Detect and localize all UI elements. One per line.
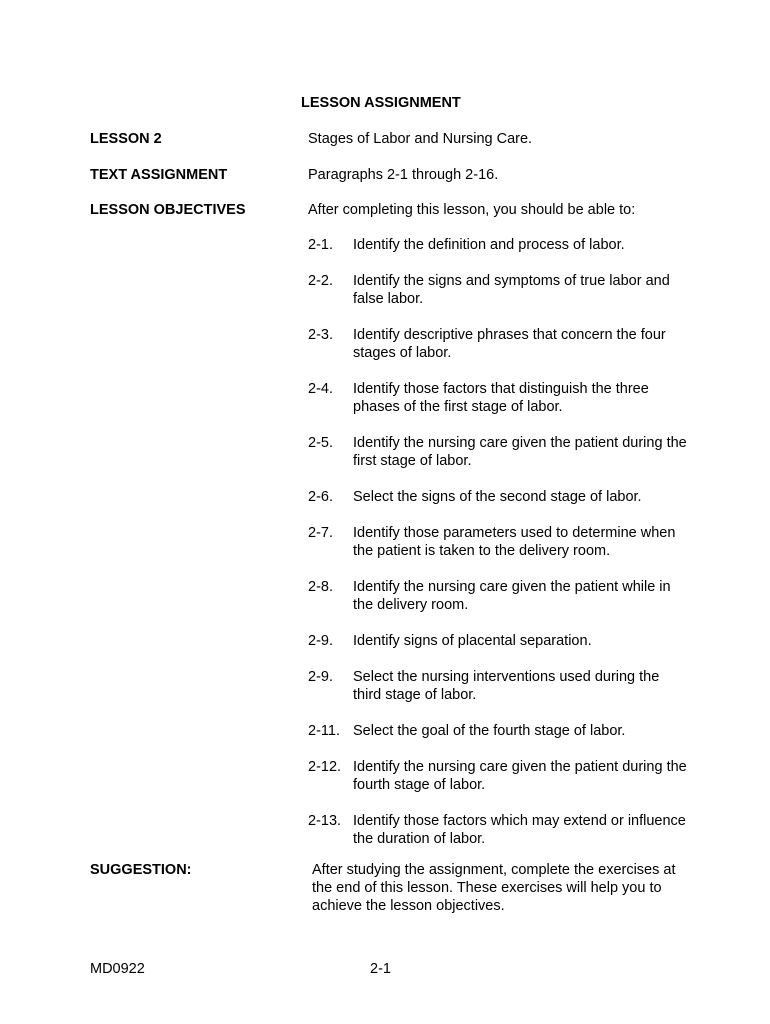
objective-number: 2-2.: [308, 273, 333, 289]
document-id: MD0922: [90, 961, 145, 977]
objective-number: 2-1.: [308, 237, 333, 253]
objective-item: [308, 524, 688, 560]
objective-item: [308, 632, 688, 650]
objective-text: Select the goal of the fourth stage of labor.: [353, 723, 626, 739]
objective-number: 2-13.: [308, 813, 342, 829]
objective-item: [308, 812, 688, 848]
objective-text: Identify the nursing care given the patient during the fourth stage of labor.: [353, 759, 687, 793]
objective-number: 2-7.: [308, 525, 333, 541]
objective-number: 2-9.: [308, 633, 333, 649]
objective-item: [308, 488, 688, 506]
objective-number: 2-12.: [308, 759, 342, 775]
objective-text: Identify the signs and symptoms of true labor and false labor.: [353, 273, 670, 307]
objective-number: 2-11.: [308, 723, 340, 739]
objective-item: [308, 380, 688, 416]
lesson-objectives-intro: After completing this lesson, you should be able to:: [308, 202, 636, 218]
lesson-label: LESSON 2: [90, 131, 162, 147]
objective-text: Identify the nursing care given the patient while in the delivery room.: [353, 579, 671, 613]
objective-number: 2-3.: [308, 327, 333, 343]
text-assignment-label: TEXT ASSIGNMENT: [90, 167, 228, 183]
suggestion-text: After studying the assignment, complete the exercises at the end of this lesson. These exercises will help you to achieve the lesson objectives.: [312, 862, 676, 914]
objective-text: Identify those factors which may extend or influence the duration of labor.: [353, 813, 686, 847]
objectives-list: [308, 236, 688, 866]
objective-text: Select the signs of the second stage of labor.: [353, 489, 642, 505]
page-title: LESSON ASSIGNMENT: [301, 95, 461, 111]
objective-text: Identify the nursing care given the patient during the first stage of labor.: [353, 435, 687, 469]
objective-text: Identify those factors that distinguish the three phases of the first stage of labor.: [353, 381, 649, 415]
objective-item: [308, 722, 688, 740]
objective-number: 2-4.: [308, 381, 333, 397]
objective-text: Identify signs of placental separation.: [353, 633, 592, 649]
objective-text: Identify descriptive phrases that concern the four stages of labor.: [353, 327, 666, 361]
lesson-value: Stages of Labor and Nursing Care.: [308, 131, 533, 147]
objective-item: [308, 668, 688, 704]
text-assignment-value: Paragraphs 2-1 through 2-16.: [308, 167, 499, 183]
objective-item: [308, 236, 688, 254]
page-number: 2-1: [370, 961, 391, 977]
objective-number: 2-6.: [308, 489, 333, 505]
objective-item: [308, 272, 688, 308]
objective-text: Identify the definition and process of labor.: [353, 237, 625, 253]
objective-number: 2-9.: [308, 669, 333, 685]
objective-number: 2-8.: [308, 579, 333, 595]
objective-item: [308, 758, 688, 794]
objective-text: Select the nursing interventions used during the third stage of labor.: [353, 669, 660, 703]
objective-number: 2-5.: [308, 435, 333, 451]
objective-item: [308, 326, 688, 362]
suggestion-label: SUGGESTION:: [90, 862, 192, 878]
objective-text: Identify those parameters used to determine when the patient is taken to the delivery room.: [353, 525, 676, 559]
objective-item: [308, 578, 688, 614]
lesson-objectives-label: LESSON OBJECTIVES: [90, 202, 246, 218]
objective-item: [308, 434, 688, 470]
